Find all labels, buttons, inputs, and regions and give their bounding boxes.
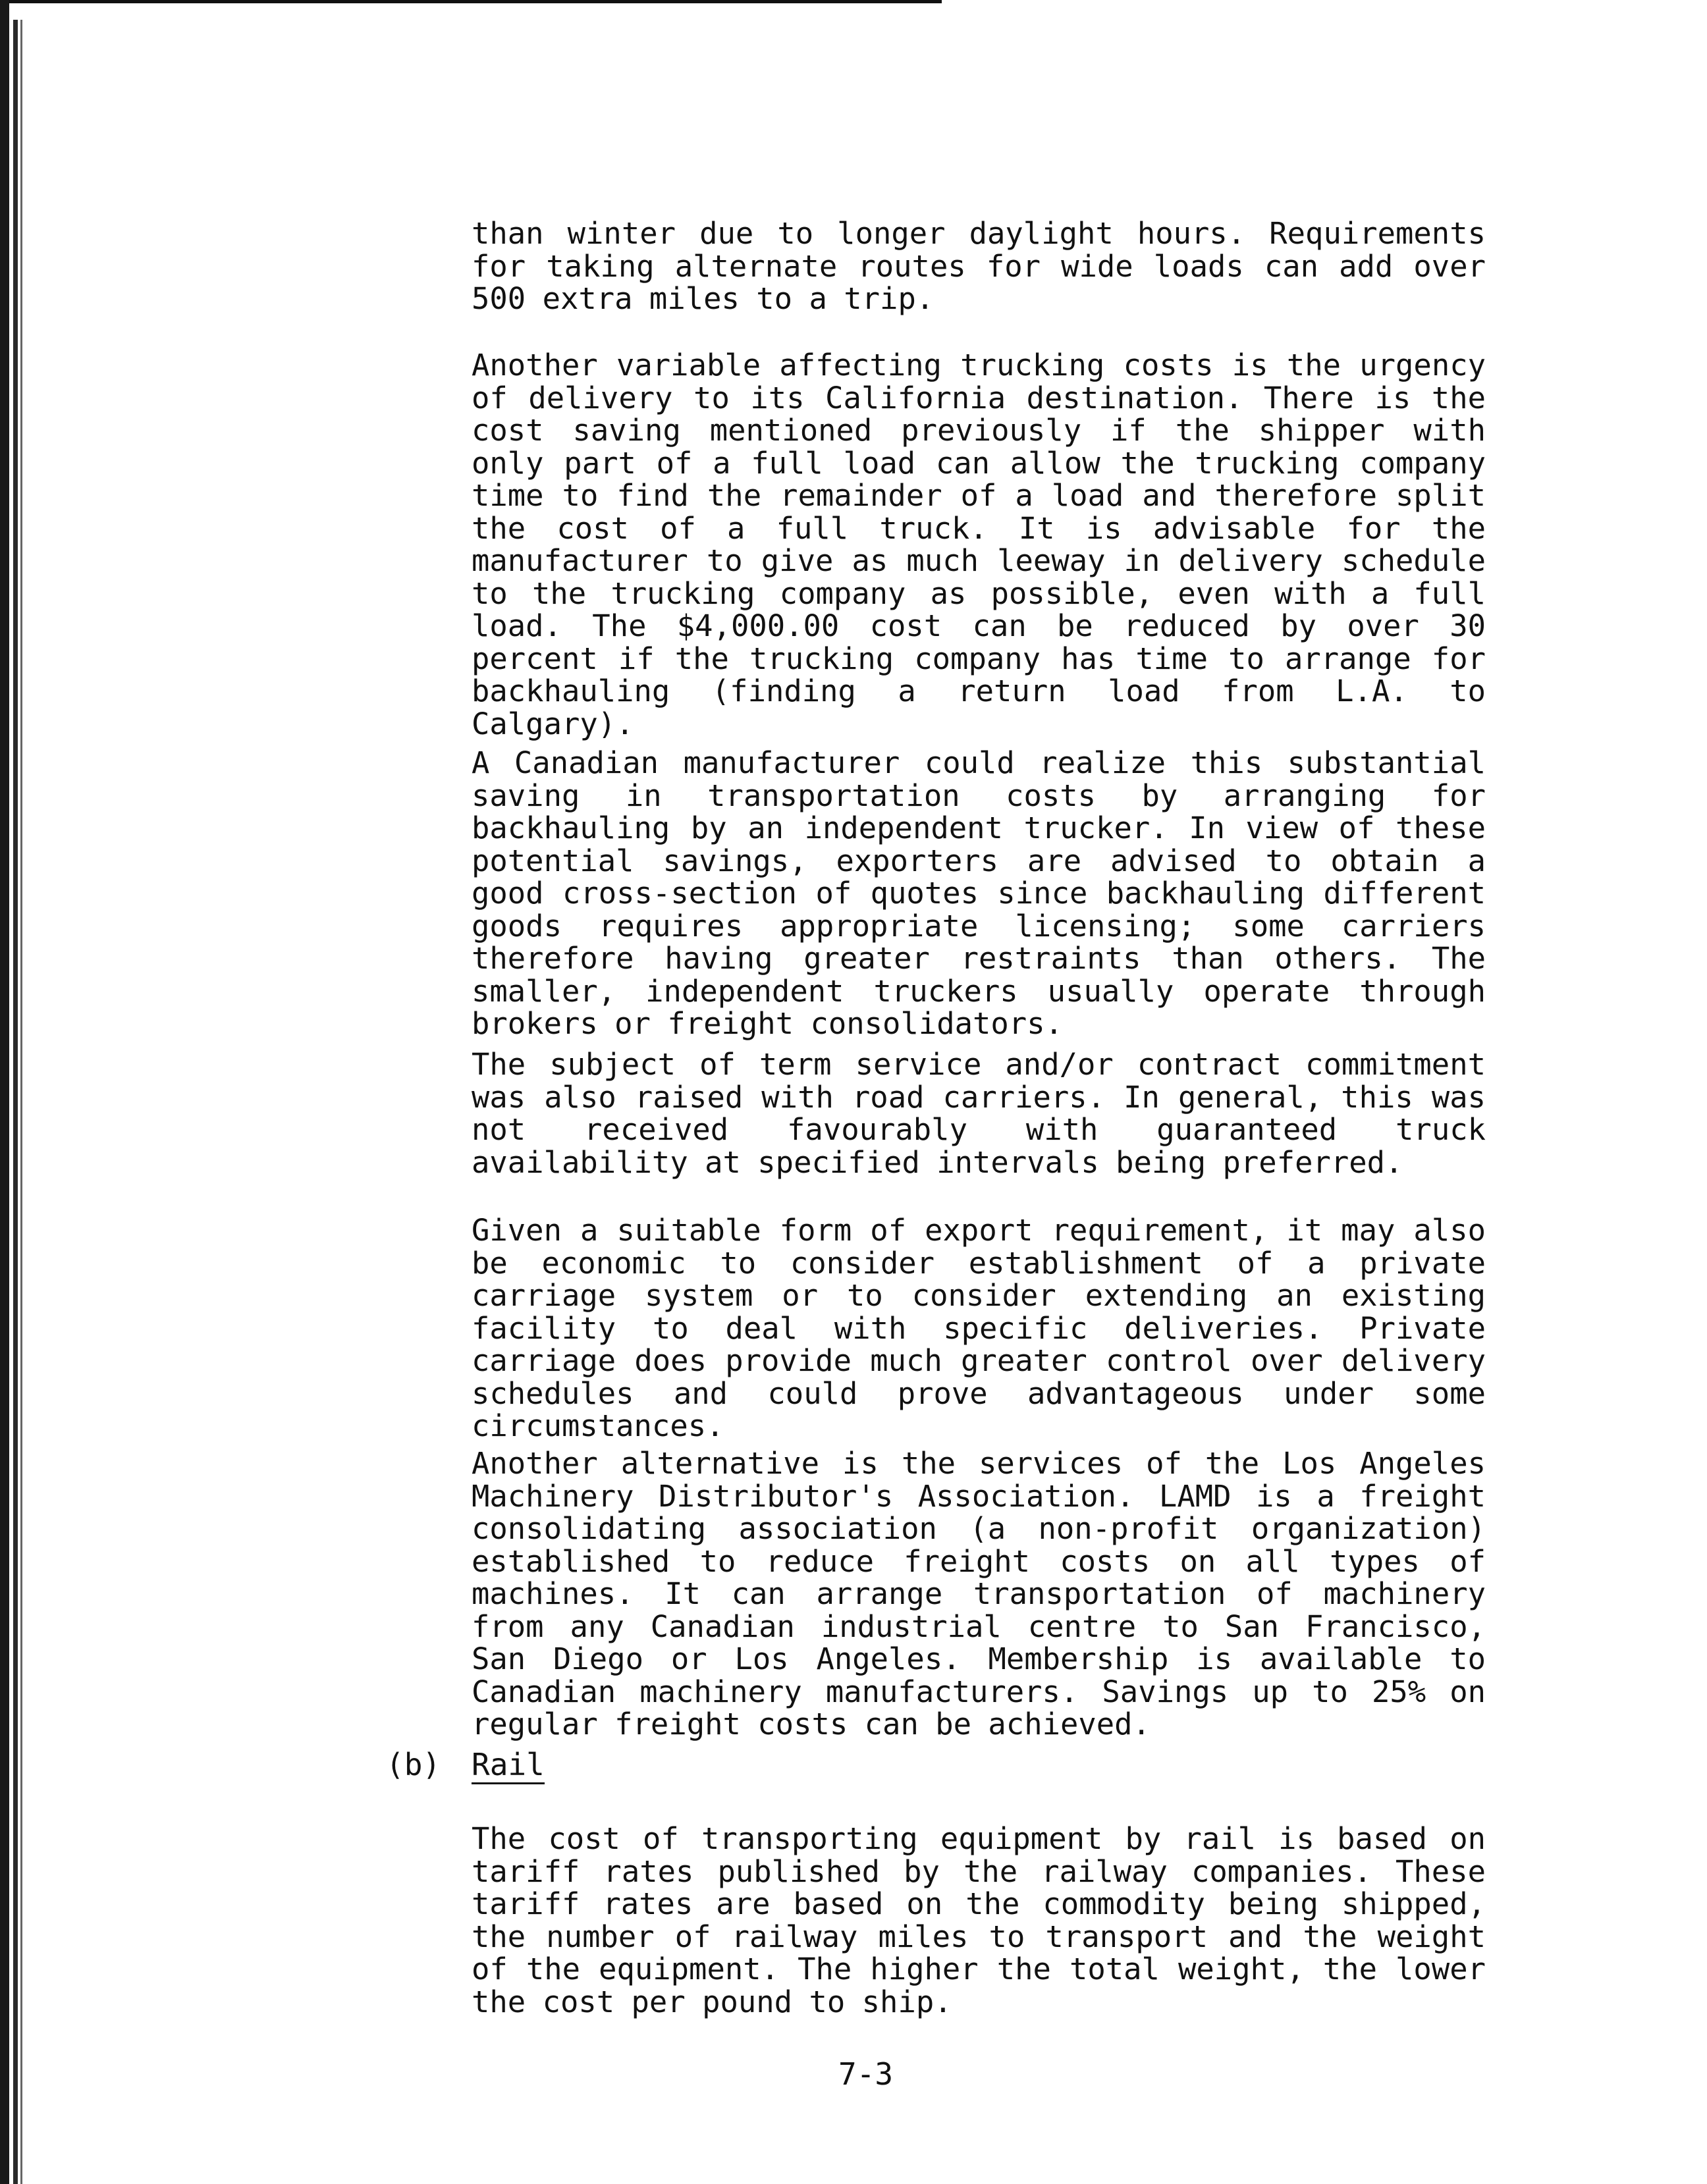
paragraph-term-service: The subject of term service and/or contract commitment was also raised with road carriers. In general, this was not received favourably with guaranteed truck availability at specified intervals being preferred. xyxy=(472,1047,1486,1180)
top-border-rule xyxy=(0,0,942,3)
section-heading-rail: Rail xyxy=(472,1748,545,1784)
page-number: 7-3 xyxy=(838,2056,894,2092)
paragraph-lamd-association: Another alternative is the services of the Los Angeles Machinery Distributor's Association. LAMD is a freight consolidating association (a non-profit organization) established to reduce freight costs on all types of machines. It can arrange transportation of machinery from any Canadian industrial centre to San Francisco, San Diego or Los Angeles. Membership is available to Canadian machinery manufacturers. Savings up to 25% on regular freight costs can be achieved. xyxy=(472,1446,1486,1742)
left-binding-edge xyxy=(0,0,9,2184)
paragraph-private-carriage: Given a suitable form of export requirement, it may also be economic to consider establishment of a private carriage system or to consider extending an existing facility to deal with specific deliveries. Private carriage does provide much greater control over delivery schedules and could prove advantageous under some circumstances. xyxy=(472,1213,1486,1443)
paragraph-delivery-urgency: Another variable affecting trucking costs is the urgency of delivery to its California destination. There is the cost saving mentioned previously if the shipper with only part of a full load can allow the trucking company time to find the remainder of a load and therefore split the cost of a full truck. It is advisable for the manufacturer to give as much leeway in delivery schedule to the trucking company as possible, even with a full load. The $4,000.00 cost can be reduced by over 30 percent if the trucking company has time to arrange for backhauling (finding a return load from L.A. to Calgary). xyxy=(472,348,1486,741)
paragraph-rail-cost: The cost of transporting equipment by rail is based on tariff rates published by the railway companies. These tariff rates are based on the commodity being shipped, the number of railway miles to transport and the weight of the equipment. The higher the total weight, the lower the cost per pound to ship. xyxy=(472,1821,1486,2019)
section-label: (b) xyxy=(386,1747,441,1782)
paragraph-daylight-hours: than winter due to longer daylight hours. Requirements for taking alternate routes for wide loads can add over 500 extra miles to a trip. xyxy=(472,216,1486,316)
left-binding-edge-shadow xyxy=(20,20,22,2184)
paragraph-backhauling: A Canadian manufacturer could realize this substantial saving in transportation costs by arranging for backhauling by an independent trucker. In view of these potential savings, exporters are advised to obtain a good cross-section of quotes since backhauling different goods requires appropriate licensing; some carriers therefore having greater restraints than others. The smaller, independent truckers usually operate through brokers or freight consolidators. xyxy=(472,745,1486,1041)
left-binding-edge-inner xyxy=(13,20,18,2184)
